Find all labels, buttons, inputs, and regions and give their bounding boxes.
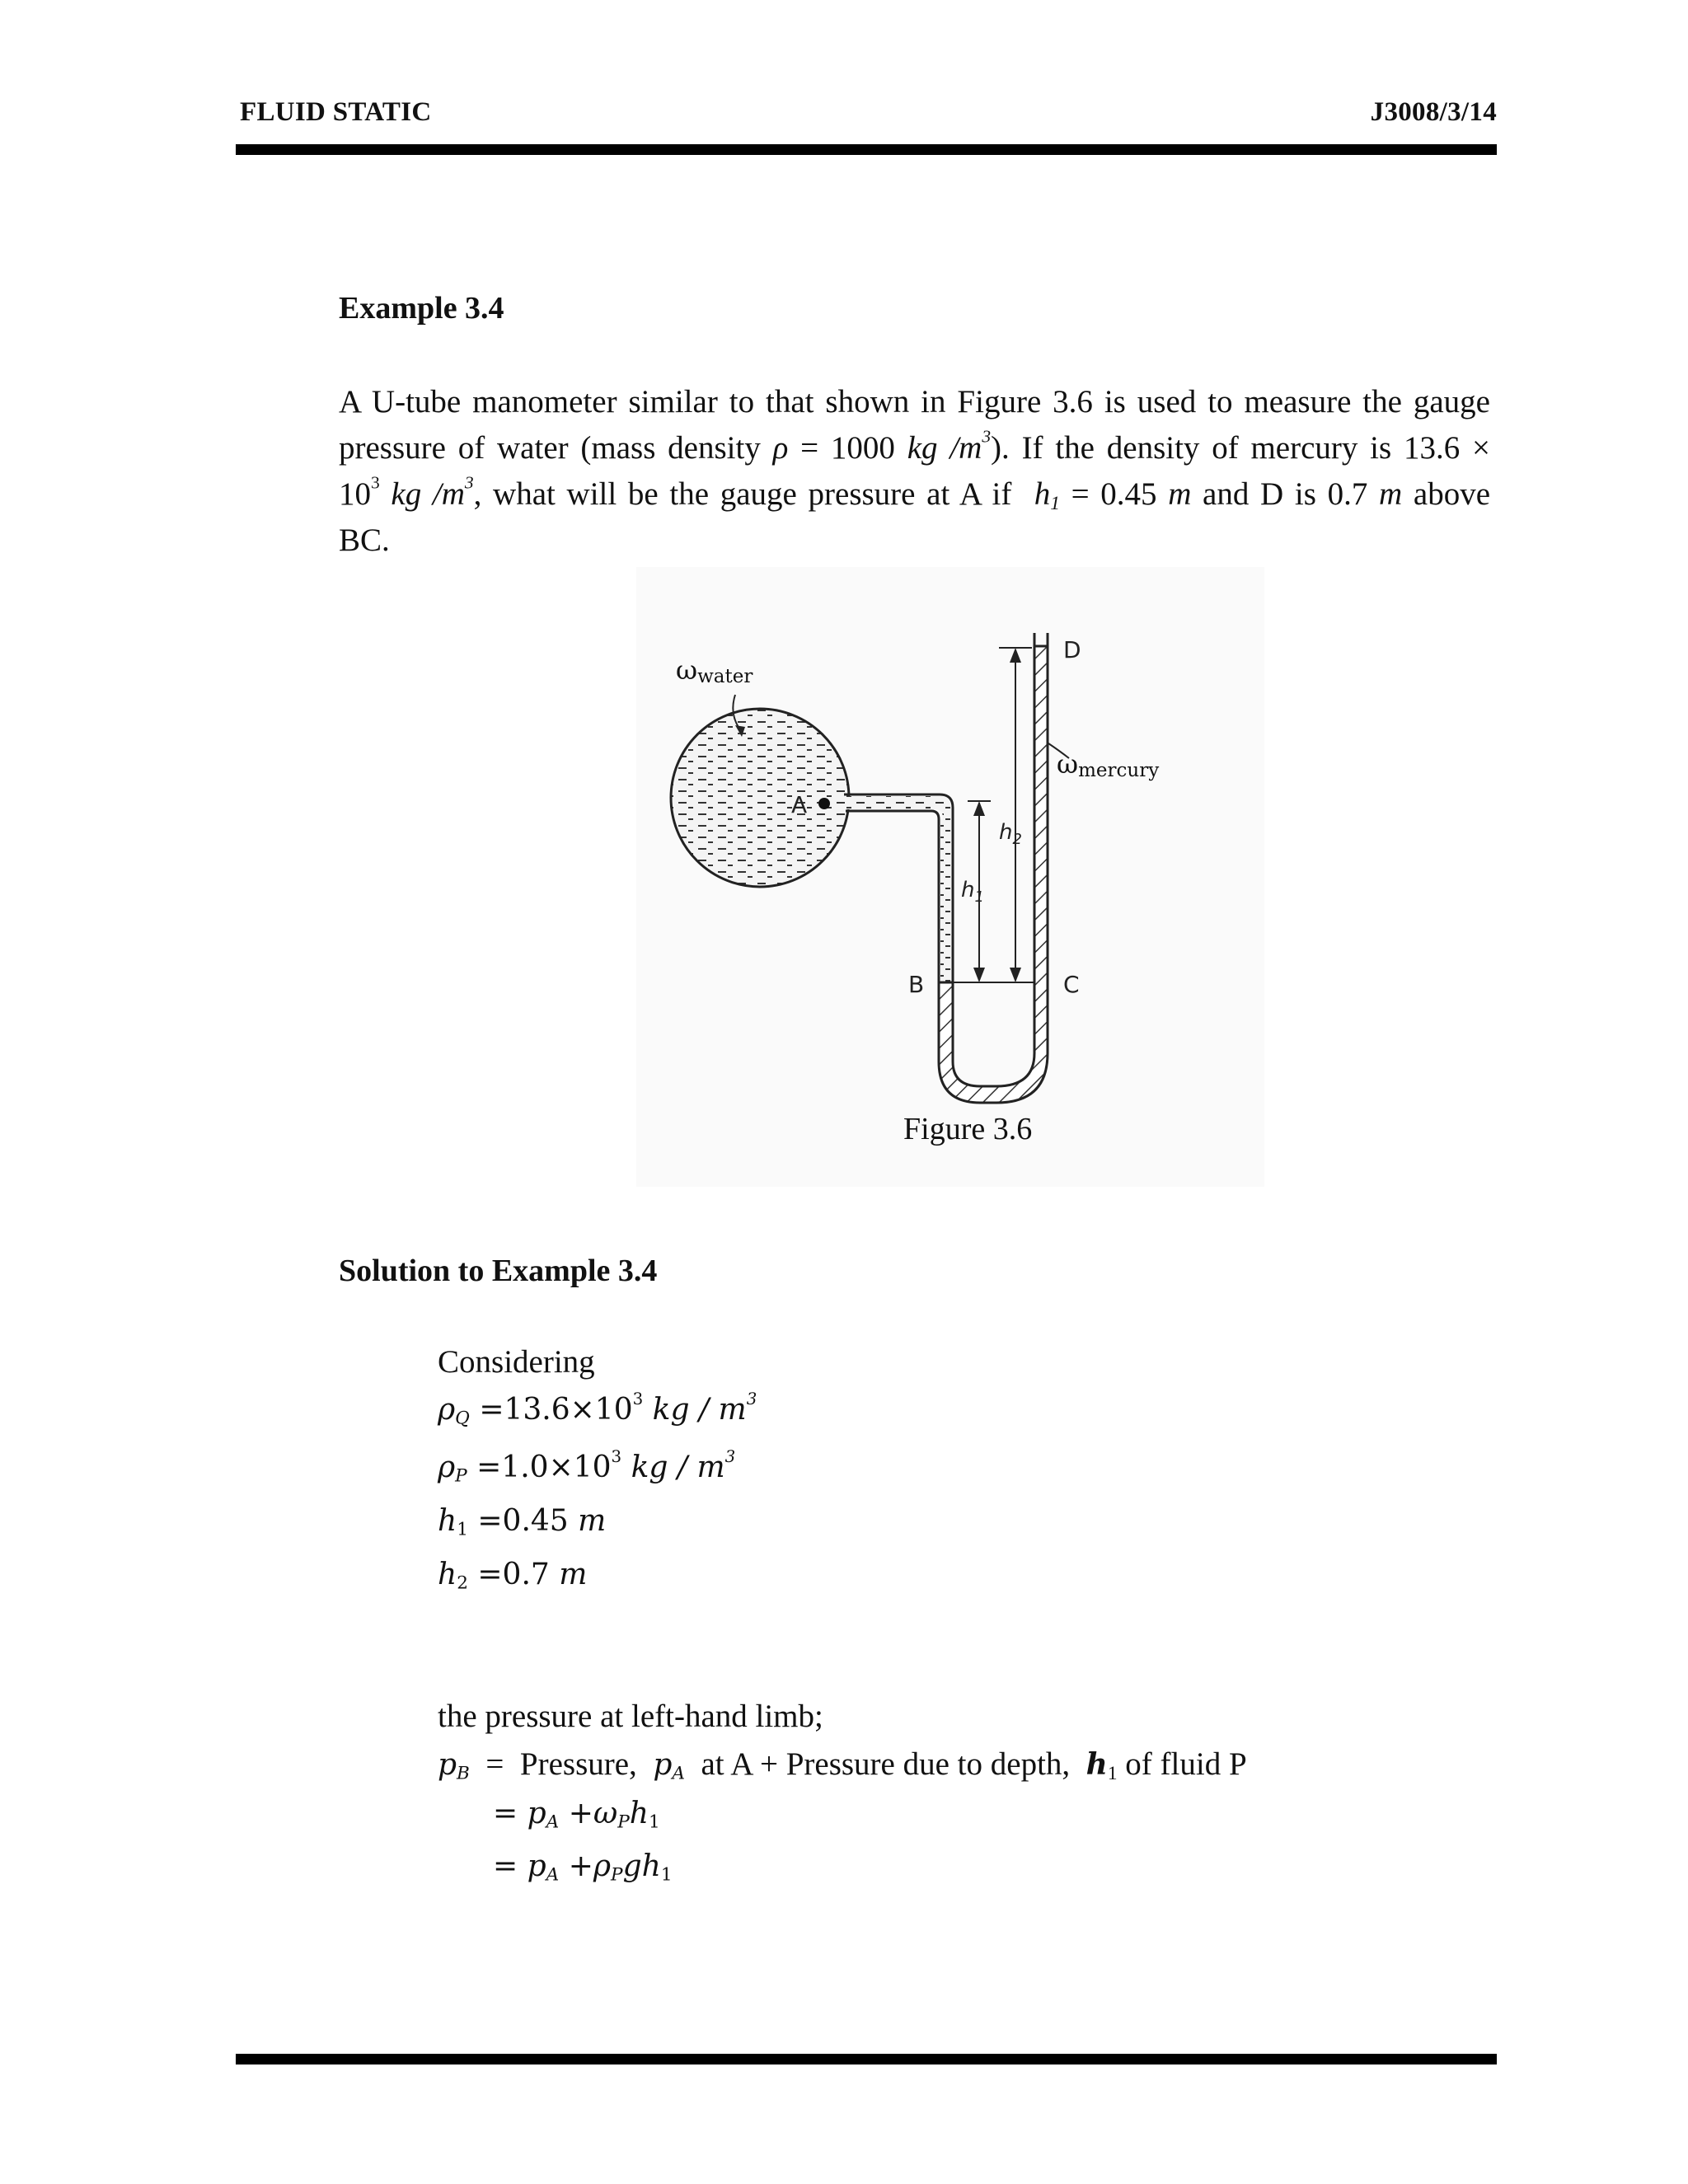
mercury-column <box>939 633 1048 1103</box>
label-mercury: ωmercury <box>1057 748 1160 781</box>
running-header-page-code: J3008/3/14 <box>1370 97 1497 127</box>
label-point-c: C <box>1063 971 1080 998</box>
given-h1: $h_1 =0.45$ m <box>438 1504 607 1540</box>
problem-line-4: BC. <box>339 523 390 558</box>
given-h2: $h_2 =0.7$ m <box>438 1558 588 1594</box>
solution-heading: Solution to Example 3.4 <box>339 1254 658 1288</box>
example-heading: Example 3.4 <box>339 291 504 326</box>
given-rho-p: $\rho_P =1.0\times 10^3$ kg / $m^3$ <box>438 1447 736 1487</box>
label-water: ωwater <box>676 654 753 687</box>
label-point-a: A <box>791 791 808 818</box>
label-h2: $h_2$ <box>999 820 1022 848</box>
u-tube-manometer-figure <box>636 567 1264 1187</box>
problem-statement <box>339 379 1490 564</box>
label-point-d: D <box>1063 636 1081 663</box>
connecting-pipe <box>844 794 953 986</box>
equation-line-1: $p_B$ = Pressure, $p_A$ at A + Pressure due to depth, $h_1$ of fluid P <box>438 1746 1247 1784</box>
problem-line-3: $10^3$ kg $/m^3$, what will be the gauge pressure at A if $h_1 = 0.45$ m and D is 0.7 m above <box>339 472 1491 514</box>
point-a-dot <box>818 798 830 809</box>
header-rule <box>236 144 1497 155</box>
considering-label: Considering <box>438 1344 595 1380</box>
running-header-title: FLUID STATIC <box>240 97 432 127</box>
problem-line-1: A U-tube manometer similar to that shown in Figure 3.6 is used to measure the gauge <box>339 384 1490 419</box>
equation-line-3: = $p_A +\rho_Pgh_1$ <box>493 1849 673 1886</box>
label-h1: $h_1$ <box>961 878 984 906</box>
water-bulb <box>671 709 849 887</box>
given-rho-q: $\rho_Q =13.6\times 10^3$ kg / $m^3$ <box>438 1390 757 1429</box>
problem-line-2: pressure of water (mass density ρ = 1000 kg $/m^3$). If the density of mercury is 13.6 × <box>339 426 1491 466</box>
left-limb-intro: the pressure at left-hand limb; <box>438 1699 823 1734</box>
footer-rule <box>236 2054 1497 2064</box>
label-point-b: B <box>908 971 925 998</box>
figure-caption: Figure 3.6 <box>903 1112 1033 1146</box>
equation-line-2: = $p_A +\omega_Ph_1$ <box>493 1797 660 1833</box>
dimension-h2 <box>999 648 1032 982</box>
